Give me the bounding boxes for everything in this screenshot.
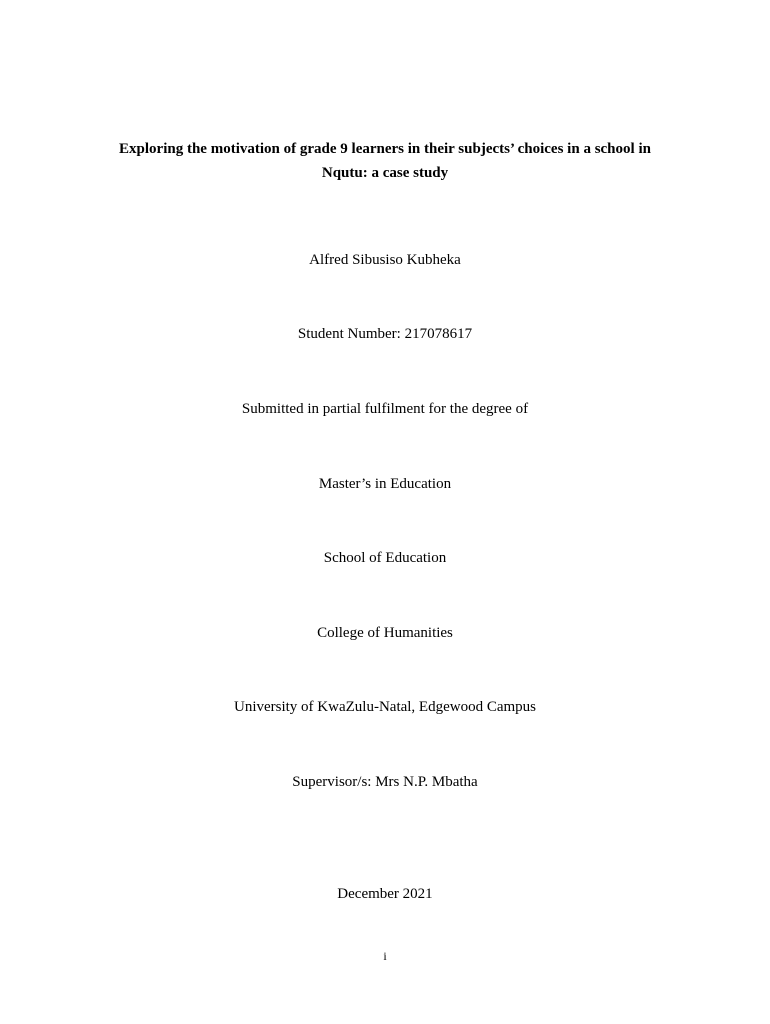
supervisor: Supervisor/s: Mrs N.P. Mbatha xyxy=(292,774,478,790)
thesis-title xyxy=(60,137,710,185)
university-name: University of KwaZulu-Natal, Edgewood Campus xyxy=(233,699,537,715)
thesis-title-line-1: Exploring the motivation of grade 9 learners in their subjects’ choices in a school in xyxy=(119,141,651,157)
submission-statement: Submitted in partial fulfilment for the degree of xyxy=(241,401,529,417)
thesis-title-line-2: Nqutu: a case study xyxy=(321,165,449,181)
degree-name: Master’s in Education xyxy=(318,476,452,492)
college-name: College of Humanities xyxy=(317,625,453,641)
submission-date: December 2021 xyxy=(337,886,433,902)
student-number: Student Number: 217078617 xyxy=(297,326,473,342)
school-name: School of Education xyxy=(323,550,447,566)
author-name: Alfred Sibusiso Kubheka xyxy=(309,252,461,268)
page-number: i xyxy=(383,949,387,963)
